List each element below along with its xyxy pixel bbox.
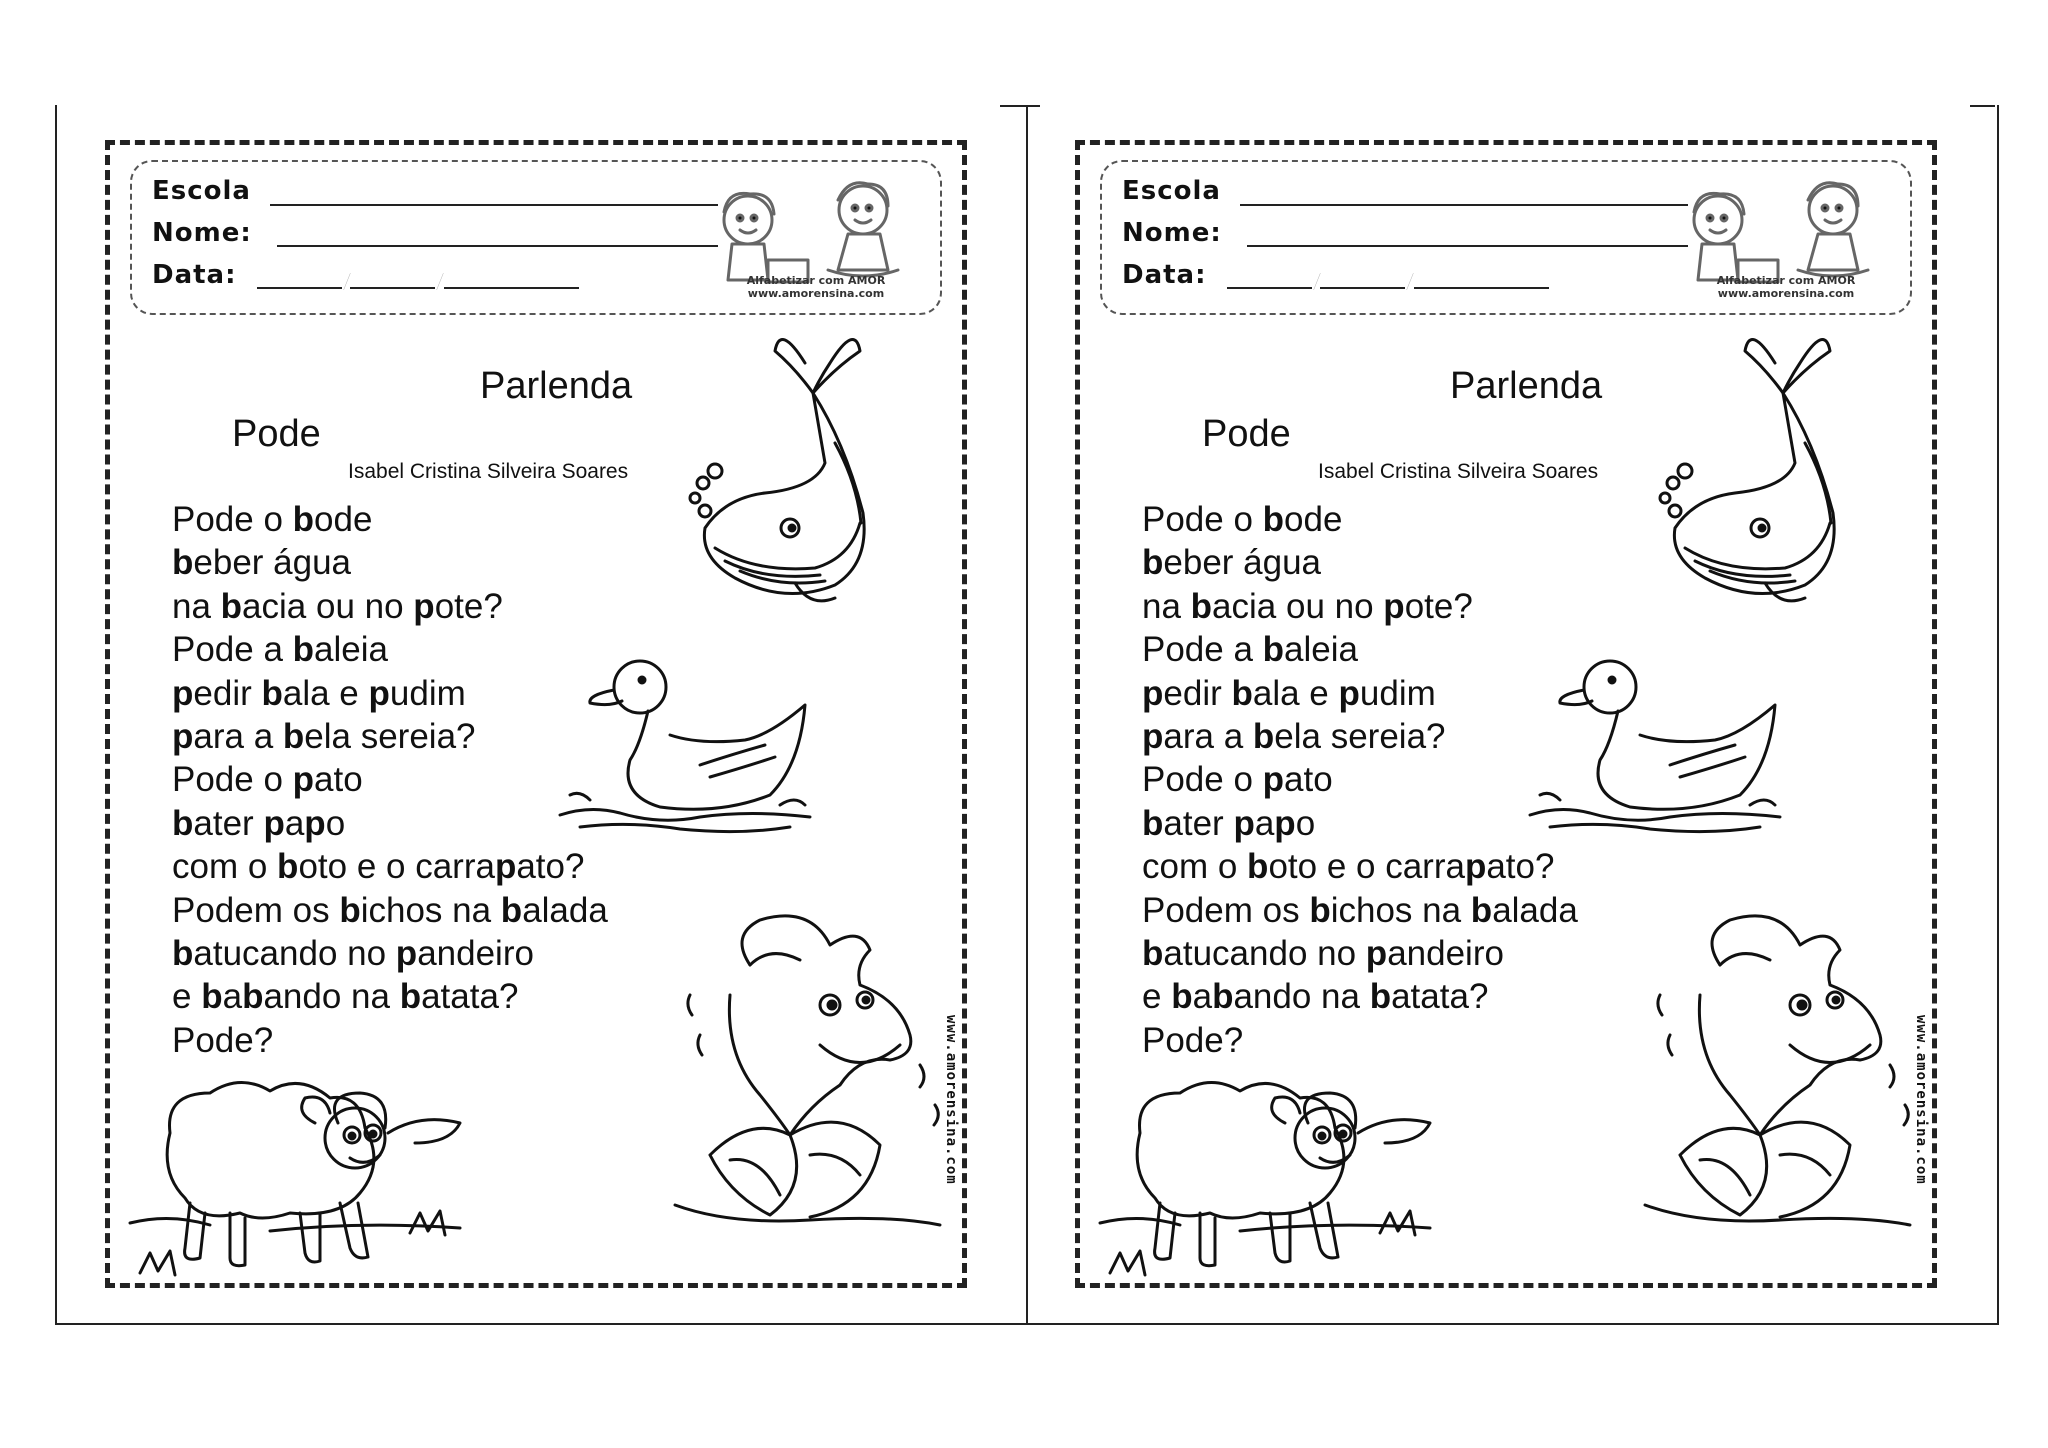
poem-line bbox=[1142, 715, 1578, 758]
poem-line bbox=[172, 672, 608, 715]
poem-segment: ater bbox=[193, 803, 264, 843]
dolphin-drawing-icon bbox=[670, 905, 950, 1235]
poem-line bbox=[1142, 628, 1578, 671]
poem-segment: andeiro bbox=[417, 934, 534, 974]
data-label: Data: bbox=[1122, 260, 1207, 290]
whale-drawing-icon bbox=[1655, 323, 1905, 623]
poem-segment: o bbox=[325, 803, 346, 843]
highlighted-letter: b bbox=[201, 977, 223, 1017]
poem-segment: udim bbox=[1359, 673, 1436, 713]
highlighted-letter: b bbox=[1309, 890, 1331, 930]
poem-segment: na bbox=[1142, 586, 1191, 626]
duck-drawing-icon bbox=[550, 645, 820, 835]
poem-segment: na bbox=[172, 586, 221, 626]
highlighted-letter: b bbox=[1142, 543, 1164, 583]
highlighted-letter: b bbox=[399, 977, 422, 1017]
poem-segment: edir bbox=[193, 673, 262, 713]
poem-segment: Pode? bbox=[1142, 1020, 1244, 1060]
ram-drawing-icon bbox=[1100, 1053, 1470, 1283]
date-year-line bbox=[1414, 287, 1549, 289]
poem-title: Pode bbox=[1202, 413, 1291, 455]
highlighted-letter: b bbox=[500, 890, 523, 930]
poem-segment: a bbox=[1192, 977, 1213, 1017]
poem-segment: Pode o bbox=[172, 760, 293, 800]
worksheet-card-right bbox=[1075, 140, 1937, 1288]
poem-segment: ote? bbox=[1404, 586, 1473, 626]
poem-segment: oto e o carra bbox=[1268, 847, 1465, 887]
poem-segment: Pode a bbox=[172, 630, 293, 670]
poem-segment: ode bbox=[314, 500, 373, 539]
poem-text bbox=[172, 498, 608, 1062]
worksheet-title: Parlenda bbox=[1450, 365, 1603, 407]
nome-label: Nome: bbox=[152, 218, 252, 248]
highlighted-letter: p bbox=[1383, 586, 1405, 626]
highlighted-letter: b bbox=[1142, 803, 1164, 843]
poem-segment: ato bbox=[1284, 760, 1333, 800]
poem-line bbox=[172, 889, 608, 932]
highlighted-letter: p bbox=[413, 586, 435, 626]
highlighted-letter: b bbox=[1247, 847, 1269, 887]
highlighted-letter: b bbox=[261, 673, 283, 713]
poem-line bbox=[1142, 672, 1578, 715]
poem-segment: alada bbox=[1492, 890, 1578, 930]
ram-drawing-icon bbox=[130, 1053, 500, 1283]
highlighted-letter: p bbox=[304, 803, 326, 843]
poem-author: Isabel Cristina Silveira Soares bbox=[1318, 460, 1599, 483]
poem-segment: ela sereia? bbox=[304, 717, 476, 757]
poem-segment: andeiro bbox=[1387, 934, 1504, 974]
highlighted-letter: p bbox=[368, 673, 390, 713]
poem-line bbox=[172, 585, 608, 628]
slash-glyph bbox=[1399, 270, 1421, 292]
poem-segment: oto e o carra bbox=[298, 847, 495, 887]
whale-drawing-icon bbox=[685, 323, 935, 623]
poem-segment: ater bbox=[1163, 803, 1234, 843]
slash-glyph bbox=[429, 270, 451, 292]
highlighted-letter: p bbox=[1365, 934, 1388, 974]
slash-glyph bbox=[1306, 270, 1328, 292]
poem-segment: Podem os bbox=[1142, 890, 1310, 930]
highlighted-letter: b bbox=[1262, 630, 1285, 670]
worksheet-title: Parlenda bbox=[480, 365, 633, 407]
poem-segment: ato? bbox=[1486, 847, 1555, 887]
date-month-line bbox=[350, 287, 435, 289]
poem-segment: Pode? bbox=[172, 1020, 274, 1060]
poem-line bbox=[172, 541, 608, 584]
highlighted-letter: b bbox=[1369, 977, 1392, 1017]
highlighted-letter: b bbox=[1262, 500, 1285, 539]
side-url-text: www.amorensina.com bbox=[1913, 1015, 1929, 1185]
poem-segment: eber água bbox=[1163, 543, 1322, 583]
poem-segment: atata? bbox=[1391, 977, 1489, 1017]
side-url-text: www.amorensina.com bbox=[943, 1015, 959, 1185]
highlighted-letter: b bbox=[277, 847, 299, 887]
poem-segment: o bbox=[1295, 803, 1316, 843]
date-day-line bbox=[1227, 287, 1312, 289]
poem-line bbox=[172, 932, 608, 975]
poem-segment: a bbox=[1254, 803, 1275, 843]
poem-line bbox=[1142, 758, 1578, 801]
escola-line bbox=[1240, 204, 1688, 206]
escola-line bbox=[270, 204, 718, 206]
poem-segment: ato? bbox=[516, 847, 585, 887]
highlighted-letter: p bbox=[1464, 847, 1487, 887]
poem-segment: Pode a bbox=[1142, 630, 1263, 670]
poem-segment: atata? bbox=[421, 977, 519, 1017]
poem-segment: ala e bbox=[282, 673, 369, 713]
header-box bbox=[130, 160, 942, 315]
center-divider bbox=[1026, 105, 1028, 1325]
poem-line bbox=[1142, 802, 1578, 845]
highlighted-letter: p bbox=[1233, 803, 1255, 843]
poem-segment: aleia bbox=[1284, 630, 1358, 670]
poem-segment: atucando no bbox=[193, 934, 396, 974]
poem-line bbox=[1142, 541, 1578, 584]
highlighted-letter: b bbox=[1212, 977, 1234, 1017]
highlighted-letter: p bbox=[1338, 673, 1360, 713]
corner-mark bbox=[1970, 105, 1995, 107]
logo-url: www.amorensina.com bbox=[747, 287, 885, 300]
nome-line bbox=[1247, 245, 1688, 247]
highlighted-letter: b bbox=[242, 977, 264, 1017]
poem-segment: a bbox=[284, 803, 305, 843]
date-day-line bbox=[257, 287, 342, 289]
highlighted-letter: b bbox=[1142, 934, 1164, 974]
poem-line bbox=[172, 715, 608, 758]
poem-author: Isabel Cristina Silveira Soares bbox=[348, 460, 629, 483]
nome-label: Nome: bbox=[1122, 218, 1222, 248]
highlighted-letter: p bbox=[1142, 673, 1164, 713]
poem-segment: Pode o bbox=[1142, 760, 1263, 800]
highlighted-letter: b bbox=[172, 543, 194, 583]
highlighted-letter: b bbox=[1171, 977, 1193, 1017]
highlighted-letter: p bbox=[1262, 760, 1285, 800]
poem-segment: ote? bbox=[434, 586, 503, 626]
poem-segment: e bbox=[172, 977, 202, 1017]
poem-line bbox=[172, 845, 608, 888]
poem-line bbox=[172, 802, 608, 845]
highlighted-letter: b bbox=[282, 717, 305, 757]
data-label: Data: bbox=[152, 260, 237, 290]
highlighted-letter: b bbox=[1231, 673, 1253, 713]
poem-line bbox=[172, 628, 608, 671]
logo-url: www.amorensina.com bbox=[1717, 287, 1855, 300]
worksheet-card-left bbox=[105, 140, 967, 1288]
poem-segment: acia ou no bbox=[1212, 586, 1384, 626]
date-month-line bbox=[1320, 287, 1405, 289]
poem-line bbox=[1142, 585, 1578, 628]
poem-segment: Pode o bbox=[1142, 500, 1263, 539]
poem-segment: com o bbox=[172, 847, 278, 887]
poem-segment: ichos na bbox=[360, 890, 501, 930]
logo-text: Alfabetizar com AMOR bbox=[746, 274, 886, 287]
poem-segment: Pode o bbox=[172, 500, 293, 539]
poem-segment: edir bbox=[1163, 673, 1232, 713]
highlighted-letter: p bbox=[494, 847, 517, 887]
highlighted-letter: b bbox=[172, 934, 194, 974]
highlighted-letter: p bbox=[263, 803, 285, 843]
poem-line bbox=[1142, 889, 1578, 932]
poem-segment: ando na bbox=[1233, 977, 1370, 1017]
poem-segment: alada bbox=[522, 890, 608, 930]
poem-segment: acia ou no bbox=[242, 586, 414, 626]
header-box bbox=[1100, 160, 1912, 315]
poem-line bbox=[172, 498, 608, 541]
highlighted-letter: p bbox=[292, 760, 315, 800]
highlighted-letter: b bbox=[339, 890, 361, 930]
poem-segment: ela sereia? bbox=[1274, 717, 1446, 757]
poem-line bbox=[1142, 932, 1578, 975]
poem-segment: ara a bbox=[1163, 717, 1253, 757]
poem-segment: ara a bbox=[193, 717, 283, 757]
dolphin-drawing-icon bbox=[1640, 905, 1920, 1235]
highlighted-letter: p bbox=[172, 673, 194, 713]
highlighted-letter: b bbox=[292, 500, 315, 539]
date-year-line bbox=[444, 287, 579, 289]
highlighted-letter: b bbox=[220, 586, 243, 626]
highlighted-letter: p bbox=[395, 934, 418, 974]
highlighted-letter: b bbox=[172, 803, 194, 843]
slash-glyph bbox=[336, 270, 358, 292]
poem-text bbox=[1142, 498, 1578, 1062]
poem-segment: eber água bbox=[193, 543, 352, 583]
escola-label: Escola bbox=[1122, 176, 1221, 206]
poem-segment: ando na bbox=[263, 977, 400, 1017]
poem-line bbox=[172, 758, 608, 801]
poem-segment: udim bbox=[389, 673, 466, 713]
escola-label: Escola bbox=[152, 176, 251, 206]
highlighted-letter: b bbox=[292, 630, 315, 670]
highlighted-letter: b bbox=[1252, 717, 1275, 757]
poem-segment: ala e bbox=[1252, 673, 1339, 713]
logo-text: Alfabetizar com AMOR bbox=[1716, 274, 1856, 287]
poem-line bbox=[1142, 498, 1578, 541]
highlighted-letter: b bbox=[1470, 890, 1493, 930]
highlighted-letter: p bbox=[172, 717, 194, 757]
poem-segment: a bbox=[222, 977, 243, 1017]
poem-segment: atucando no bbox=[1163, 934, 1366, 974]
poem-title: Pode bbox=[232, 413, 321, 455]
nome-line bbox=[277, 245, 718, 247]
poem-segment: aleia bbox=[314, 630, 388, 670]
highlighted-letter: p bbox=[1274, 803, 1296, 843]
poem-line bbox=[172, 975, 608, 1018]
poem-line bbox=[1142, 975, 1578, 1018]
poem-line bbox=[1142, 845, 1578, 888]
poem-segment: ode bbox=[1284, 500, 1343, 539]
poem-segment: ato bbox=[314, 760, 363, 800]
highlighted-letter: b bbox=[1190, 586, 1213, 626]
corner-mark bbox=[1000, 105, 1040, 107]
poem-segment: Podem os bbox=[172, 890, 340, 930]
highlighted-letter: p bbox=[1142, 717, 1164, 757]
poem-segment: e bbox=[1142, 977, 1172, 1017]
poem-segment: com o bbox=[1142, 847, 1248, 887]
poem-segment: ichos na bbox=[1330, 890, 1471, 930]
duck-drawing-icon bbox=[1520, 645, 1790, 835]
